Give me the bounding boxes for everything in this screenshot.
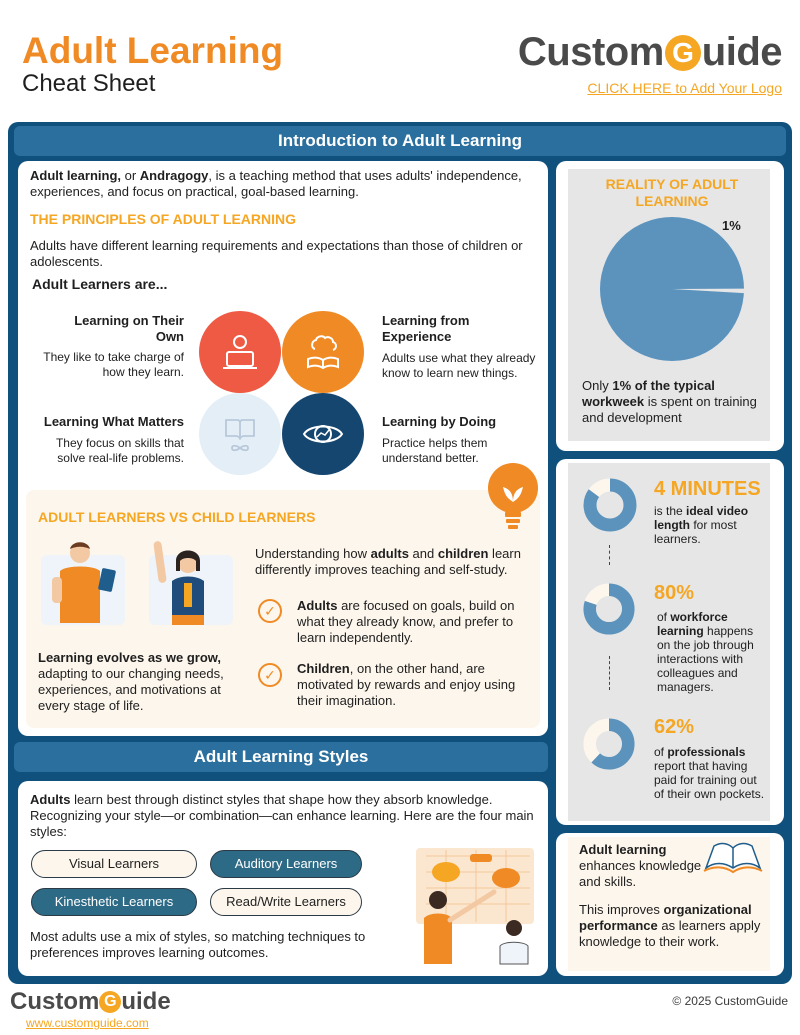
children-description [297,661,527,709]
check-adults-icon: ✓ [258,599,282,623]
footer-copyright: © 2025 CustomGuide [672,994,788,1008]
compare-intro-e: learn differently improves teaching and self-study. [255,546,521,577]
quad-experience-text: Adults use what they already know to learn new things. [382,351,536,380]
pill-readwrite-learners: Read/Write Learners [210,888,362,916]
enhance-bold-2: organizational performance [579,902,752,933]
enhance-text-1 [579,842,709,890]
stat-workforce-pre: of [657,610,671,624]
quad-matters-text: They focus on skills that solve real-life problems. [55,436,184,465]
stat-workforce-value: 80% [654,582,695,604]
principles-title: THE PRINCIPLES OF ADULT LEARNING [30,211,296,227]
stat-professionals-pre: of [654,745,668,759]
enhance-rest-2: as learners apply knowledge to their work. [579,918,761,949]
lightbulb-plant-icon [484,462,542,530]
evolve-bold: Learning evolves as we grow, [38,650,222,665]
quad-doing-text: Practice helps them understand better. [382,436,488,465]
stat-workforce-post: happens on the job through interactions with colleagues and managers. [657,624,754,694]
reality-text-c: is spent on training and development [582,394,757,425]
stat-video-bold: ideal video length [654,504,749,532]
stat-workforce-text [657,610,769,694]
def-rest: , is a teaching method that uses adults' independence, experiences, and focus on practical, goal-based learning. [30,168,522,199]
stat-video-pre: is the [654,504,687,518]
stat-video-post: for most learners. [654,518,737,546]
learning-matters-circle [199,393,281,475]
stat-professionals-post: report that having paid for training out of their own pockets. [654,759,765,801]
quad-own-text: They like to take charge of how they learn. [43,350,184,379]
page-title: Adult Learning [22,30,284,71]
compare-intro-children: children [437,546,489,561]
footer-brand-pre: Custom [10,988,100,1015]
book-infinity-icon [218,412,262,456]
adults-label: Adults [297,598,338,613]
enhance-text-2 [579,902,767,950]
enhance-rest-1: enhances knowledge and skills. [579,858,702,889]
def-term-andragogy: Andragogy [139,168,209,183]
principles-text: Adults have different learning requirements and expectations than those of children or adolescents. [30,238,523,269]
eye-chart-icon [300,411,346,457]
styles-section-title: Adult Learning Styles [14,742,548,772]
compare-intro-c: and [408,546,438,561]
evolve-text [38,650,238,714]
styles-intro-rest: learn best through distinct styles that shape how they absorb knowledge. Recognizing your style—or combination—can enhance learning. Here are the four main styles: [30,792,534,839]
learners-heading: Adult Learners are... [32,276,168,292]
stat-video-text [654,504,766,546]
child-raising-hand-illustration [148,537,234,627]
connector-2 [609,656,610,690]
children-label: Children [297,661,350,676]
intro-section-title: Introduction to Adult Learning [14,126,786,156]
open-book-icon [700,838,766,882]
quad-experience-title: Learning from Experience [382,313,470,344]
enhance-pre-2: This improves [579,902,664,917]
quad-matters-title: Learning What Matters [43,414,184,429]
footer-brand-g-icon: G [99,991,121,1013]
styles-intro-bold: Adults [30,792,71,807]
compare-intro-a: Understanding how [255,546,371,561]
compare-title: ADULT LEARNERS VS CHILD LEARNERS [38,509,316,525]
pill-kinesthetic-learners: Kinesthetic Learners [31,888,197,916]
brand-g-icon: G [665,35,701,71]
pill-auditory-learners: Auditory Learners [210,850,362,878]
reality-title: REALITY OF ADULT LEARNING [605,176,739,209]
learning-doing-circle [282,393,364,475]
stat-donut-professionals [582,717,636,771]
adults-description [297,598,531,646]
check-children-icon: ✓ [258,663,282,687]
evolve-rest: adapting to our changing needs, experiences, and motivations at every stage of life. [38,666,224,713]
brand-logo [518,30,782,75]
add-logo-link[interactable]: CLICK HERE to Add Your Logo [587,80,782,96]
def-term: Adult learning, [30,168,121,183]
footer-website-link[interactable]: www.customguide.com [26,1016,149,1030]
compare-intro-adults: adults [370,546,409,561]
reality-text-a: Only [582,378,613,393]
intro-definition [30,168,540,200]
footer-brand-logo [10,988,171,1016]
styles-outro: Most adults use a mix of styles, so matching techniques to preferences improves learning outcomes. [30,929,366,960]
stat-donut-workforce [582,582,636,636]
stat-video-value: 4 MINUTES [654,478,761,500]
page-subtitle: Cheat Sheet [22,70,156,97]
connector-1 [609,545,610,565]
learning-own-circle [199,311,281,393]
reality-text-bold: 1% of the typical workweek [582,378,715,409]
styles-intro [30,792,542,840]
reality-text [582,378,764,426]
compare-intro [255,546,530,578]
stat-donut-video [582,477,638,533]
brand-text-pre: Custom [517,30,664,74]
quad-own-title: Learning on Their Own [74,313,184,344]
reality-pie-chart [597,215,747,365]
laptop-person-icon [218,330,262,374]
stat-professionals-text [654,745,766,801]
brand-text-post: uide [701,30,782,74]
learning-experience-circle [282,311,364,393]
pill-visual-learners: Visual Learners [31,850,197,878]
footer-brand-post: uide [121,988,171,1015]
stat-professionals-value: 62% [654,716,695,738]
teacher-board-illustration [410,842,540,966]
quad-doing-title: Learning by Doing [382,414,497,429]
adults-rest: are focused on goals, build on what they already know, and prefer to learn independently. [297,598,515,645]
stat-professionals-bold: professionals [667,745,746,759]
stat-workforce-bold: workforce learning [657,610,728,638]
def-mid: or [121,168,140,183]
pie-label: 1% [722,218,741,233]
brain-book-icon [300,329,346,375]
enhance-bold-1: Adult learning [579,842,667,857]
adult-reading-illustration [42,537,128,627]
children-rest: , on the other hand, are motivated by rewards and enjoy using their imagination. [297,661,516,708]
